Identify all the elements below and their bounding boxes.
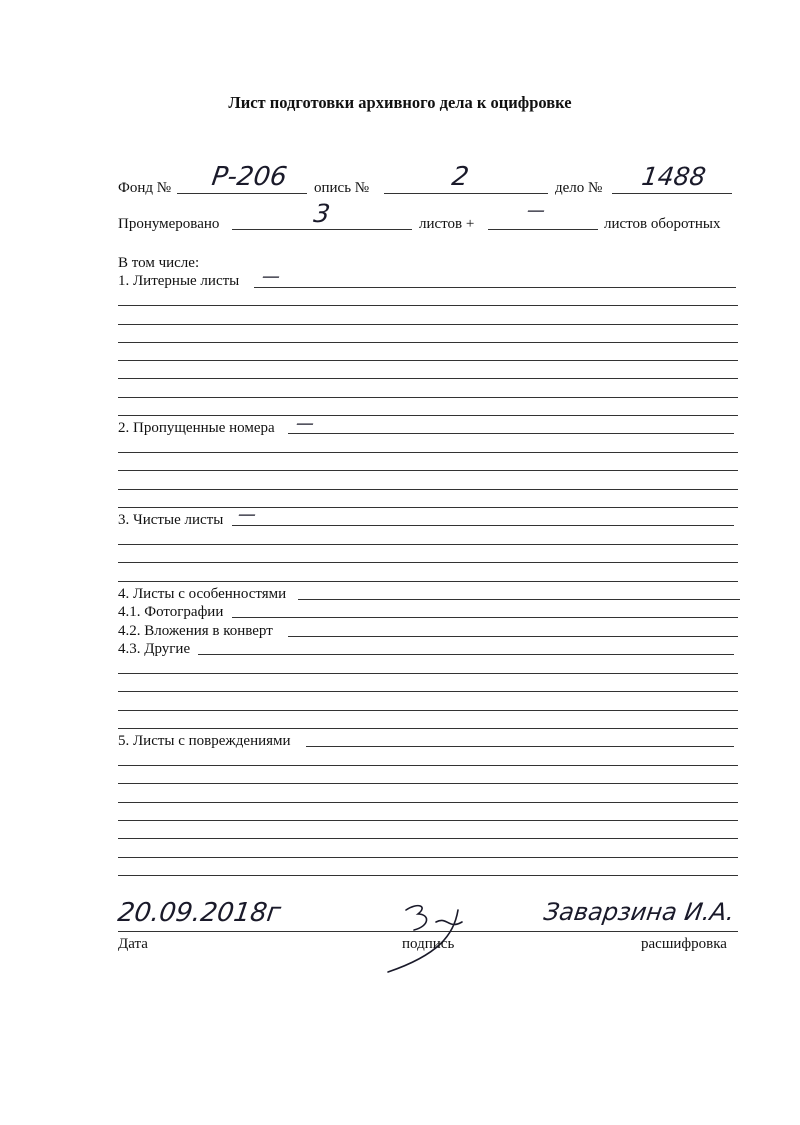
section-4-1-line [232,617,738,618]
opis-line [384,193,548,194]
blank-line [118,728,738,729]
blank-line [118,378,738,379]
signature-mark [378,880,488,980]
section-1-line [254,287,736,288]
blank-line [118,765,738,766]
section-4-3-label: 4.3. Другие [118,641,191,657]
section-1-value: — [260,266,282,287]
blank-line [118,360,738,361]
blank-line [118,544,738,545]
signature-label: подпись [402,936,455,952]
blank-line [118,305,738,306]
blank-line [118,875,738,876]
opis-value: 2 [449,162,471,192]
section-5-label: 5. Листы с повреждениями [118,733,291,749]
pronum-label: Пронумеровано [118,216,220,232]
blank-line [118,838,738,839]
section-2-value: — [294,413,316,434]
section-1-label: 1. Литерные листы [118,273,240,289]
blank-line [118,820,738,821]
section-2-label: 2. Пропущенные номера [118,420,275,436]
blank-line [118,397,738,398]
section-2-line [288,433,734,434]
section-4-2-label: 4.2. Вложения в конверт [118,623,273,639]
fond-label: Фонд № [118,180,172,196]
blank-line [118,783,738,784]
blank-line [118,802,738,803]
blank-line [118,507,738,508]
opis-label: опись № [314,180,370,196]
decode-value: Заварзина И.А. [542,898,737,926]
oborot-line [488,229,598,230]
section-4-2-line [288,636,738,637]
section-3-label: 3. Чистые листы [118,512,224,528]
oborot-value: — [525,200,547,221]
blank-line [118,710,738,711]
section-4-line [298,599,740,600]
decode-label: расшифровка [641,936,727,952]
section-4-1-label: 4.1. Фотографии [118,604,224,620]
blank-line [118,673,738,674]
date-label: Дата [118,936,148,952]
section-4-label: 4. Листы с особенностями [118,586,287,602]
pronum-value: 3 [311,199,332,228]
delo-line [612,193,732,194]
blank-line [118,342,738,343]
blank-line [118,581,738,582]
blank-line [118,324,738,325]
fond-line [177,193,307,194]
fond-value: Р-206 [209,162,289,192]
delo-value: 1488 [639,162,708,191]
section-4-3-line [198,654,734,655]
blank-line [118,562,738,563]
blank-line [118,691,738,692]
listov-oborot-label: листов оборотных [604,216,721,232]
section-3-line [232,525,734,526]
v-tom-chisle-label: В том числе: [118,255,200,271]
section-5-line [306,746,734,747]
blank-line [118,470,738,471]
section-3-value: — [236,504,258,525]
date-value: 20.09.2018г [115,898,283,928]
pronum-line [232,229,412,230]
blank-line [118,489,738,490]
blank-line [118,452,738,453]
delo-label: дело № [555,180,603,196]
listov-plus-label: листов + [419,216,475,232]
blank-line [118,857,738,858]
page-title: Лист подготовки архивного дела к оцифровке [228,93,572,112]
blank-line [118,415,738,416]
